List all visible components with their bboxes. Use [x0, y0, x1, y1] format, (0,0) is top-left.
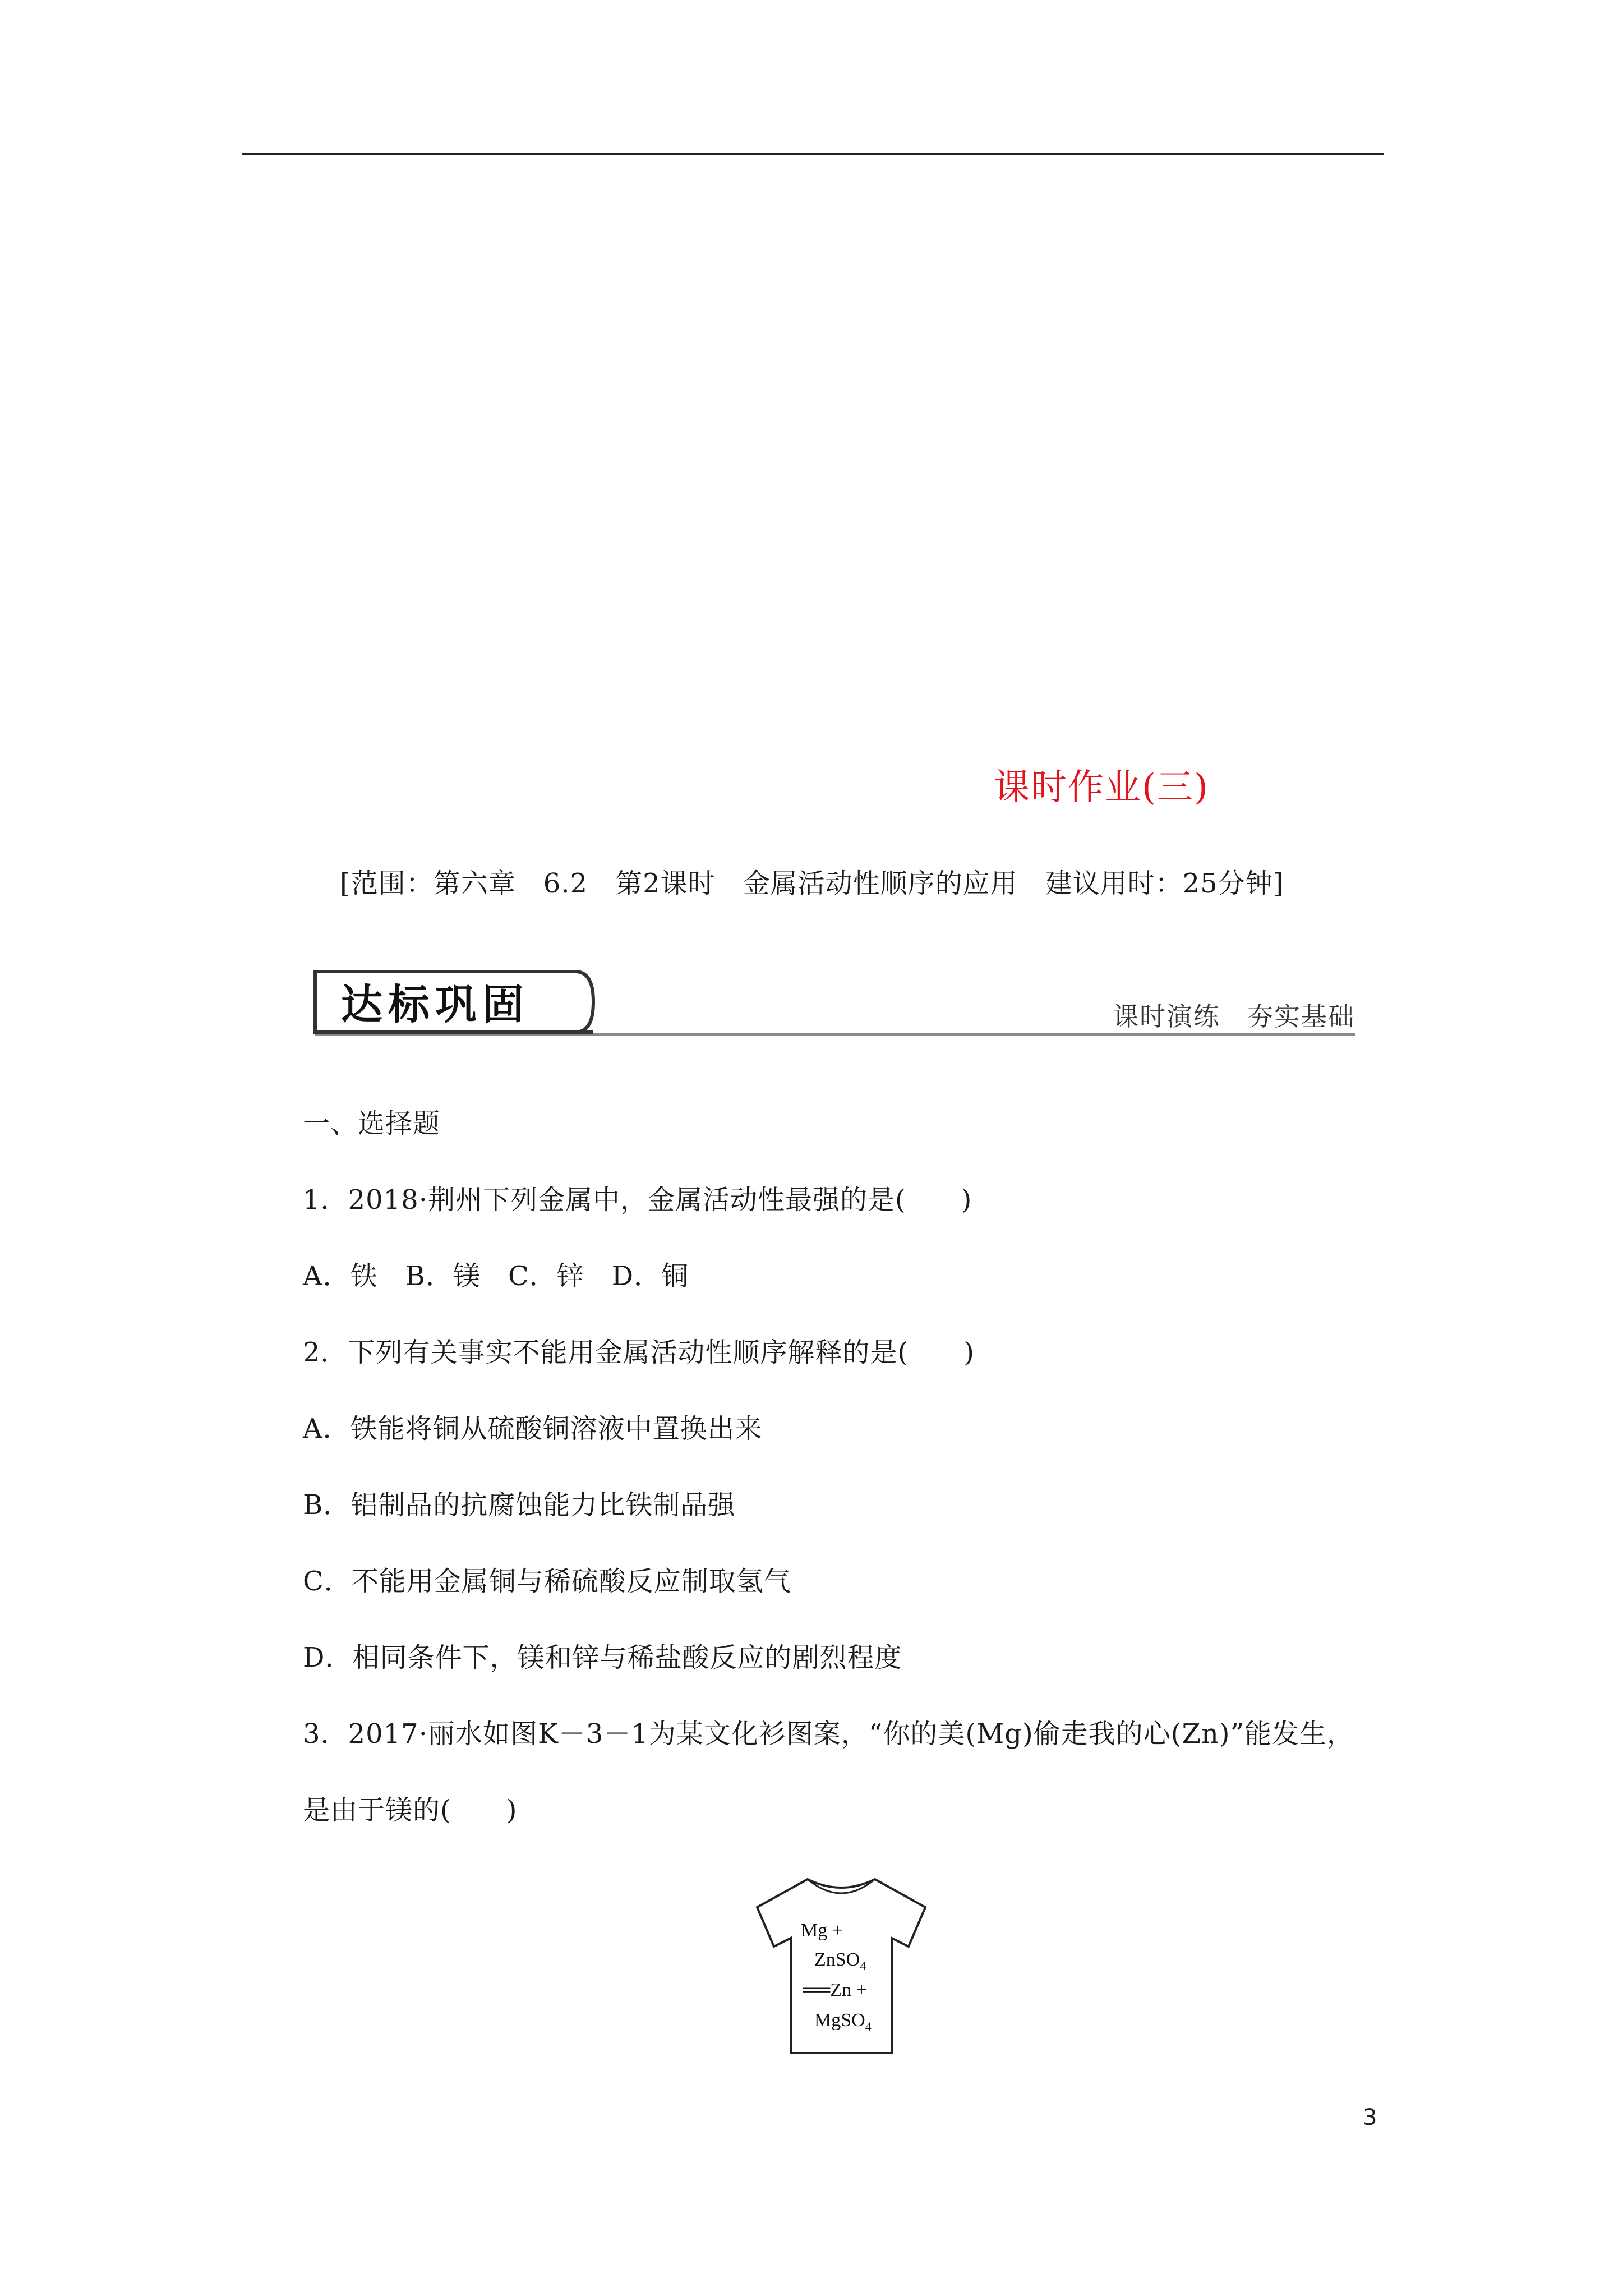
equation-line-2: ZnSO: [814, 1949, 860, 1970]
header-rule: [242, 153, 1384, 155]
assignment-title: 课时作业(三): [994, 767, 1209, 808]
banner-heading: 达标巩固: [341, 981, 529, 1029]
equation-line-1: Mg +: [801, 1920, 843, 1941]
equation-line-2-subscript: 4: [860, 1959, 866, 1973]
equation-line-4-subscript: 4: [865, 2019, 872, 2033]
question-2-option-b: B．铝制品的抗腐蚀能力比铁制品强: [303, 1489, 736, 1521]
section-banner: [312, 963, 1355, 1041]
question-2-stem: 2．下列有关事实不能用金属活动性顺序解释的是( ): [303, 1337, 975, 1368]
question-1-options: A．铁 B．镁 C．锌 D．铜: [303, 1260, 689, 1292]
section-heading: 一、选择题: [303, 1108, 441, 1139]
tshirt-figure: [740, 1862, 942, 2064]
question-1-stem: 1．2018·荆州下列金属中，金属活动性最强的是( ): [303, 1184, 972, 1216]
equation-line-3: ══Zn +: [803, 1980, 867, 2000]
question-2-option-a: A．铁能将铜从硫酸铜溶液中置换出来: [303, 1413, 763, 1444]
page-number: 3: [1363, 2105, 1377, 2131]
scope-line: [范围：第六章 6.2 第2课时 金属活动性顺序的应用 建议用时：25分钟]: [340, 868, 1284, 899]
svg-text:ZnSO4: [814, 1949, 866, 1973]
question-3-stem-line2: 是由于镁的( ): [303, 1795, 518, 1826]
question-3-stem-line1: 3．2017·丽水如图K－3－1为某文化衫图案，“你的美(Mg)偷走我的心(Zn)”能发生，: [303, 1718, 1355, 1750]
banner-subtitle: 课时演练 夯实基础: [1113, 1001, 1355, 1032]
question-2-option-c: C．不能用金属铜与稀硫酸反应制取氢气: [303, 1566, 791, 1597]
equation-line-4: MgSO: [814, 2010, 865, 2031]
question-2-option-d: D．相同条件下，镁和锌与稀盐酸反应的剧烈程度: [303, 1642, 902, 1673]
svg-text:MgSO4: [814, 2010, 872, 2033]
